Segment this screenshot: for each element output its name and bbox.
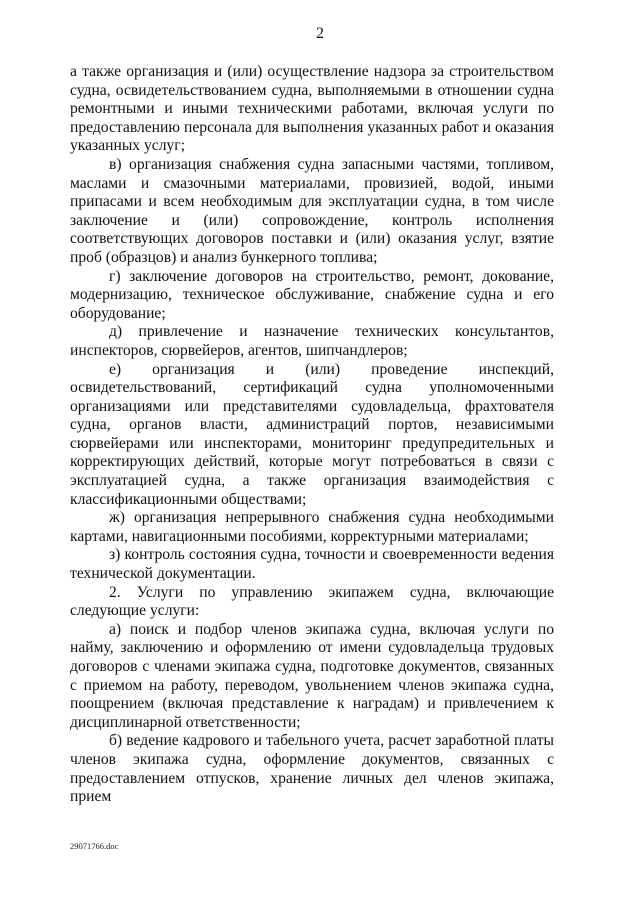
document-body xyxy=(70,63,554,807)
paragraph-item-e: е) организация и (или) проведение инспекций, освидетельствований, сертификаций судна уполномоченными организациями или представителями судовладельца, фрахтователя судна, органов власти, администраций портов, независимыми сюрвейерами или инспекторами, мониторинг предупредительных и корректирующих действий, которые могут потребоваться в связи с эксплуатацией судна, а также организация взаимодействия с классификационными обществами; xyxy=(70,360,554,508)
paragraph-item-a: а) поиск и подбор членов экипажа судна, включая услуги по найму, заключению и оформлению от имени судовладельца трудовых договоров с членами экипажа судна, подготовке документов, связанных с приемом на работу, переводом, увольнением членов экипажа судна, поощрением (включая представление к наградам) и привлечением к дисциплинарной ответственности; xyxy=(70,620,554,731)
page-number: 2 xyxy=(316,25,324,42)
paragraph-item-b: б) ведение кадрового и табельного учета, расчет заработной платы членов экипажа судна, оформление документов, связанных с предоставлением отпусков, хранение личных дел членов экипажа, прием xyxy=(70,732,554,806)
document-file-code: 29071766.doc xyxy=(70,841,119,851)
paragraph-intro-continuation: а также организация и (или) осуществление надзора за строительством судна, освидетельствованием судна, выполняемыми в отношении судна ремонтными и иными техническими работами, включая услуги по предоставлению персонала для выполнения указанных работ и оказания указанных услуг; xyxy=(70,63,554,155)
paragraph-item-d: д) привлечение и назначение технических консультантов, инспекторов, сюрвейеров, агентов, шипчандлеров; xyxy=(70,323,554,359)
paragraph-section-2: 2. Услуги по управлению экипажем судна, включающие следующие услуги: xyxy=(70,583,554,620)
paragraph-item-g: г) заключение договоров на строительство, ремонт, докование, модернизацию, техническое обслуживание, снабжение судна и его оборудование; xyxy=(70,267,554,322)
paragraph-item-zh: ж) организация непрерывного снабжения судна необходимыми картами, навигационными пособиями, корректурными материалами; xyxy=(70,509,554,545)
paragraph-item-z: з) контроль состояния судна, точности и своевременности ведения технической документации. xyxy=(70,546,554,583)
paragraph-item-v: в) организация снабжения судна запасными частями, топливом, маслами и смазочными материалами, провизией, водой, иными припасами и всем необходимым для эксплуатации судна, в том числе заключение и (или) сопровождение, контроль исполнения соответствующих договоров поставки и (или) оказания услуг, взятие проб (образцов) и анализ бункерного топлива; xyxy=(70,155,554,266)
